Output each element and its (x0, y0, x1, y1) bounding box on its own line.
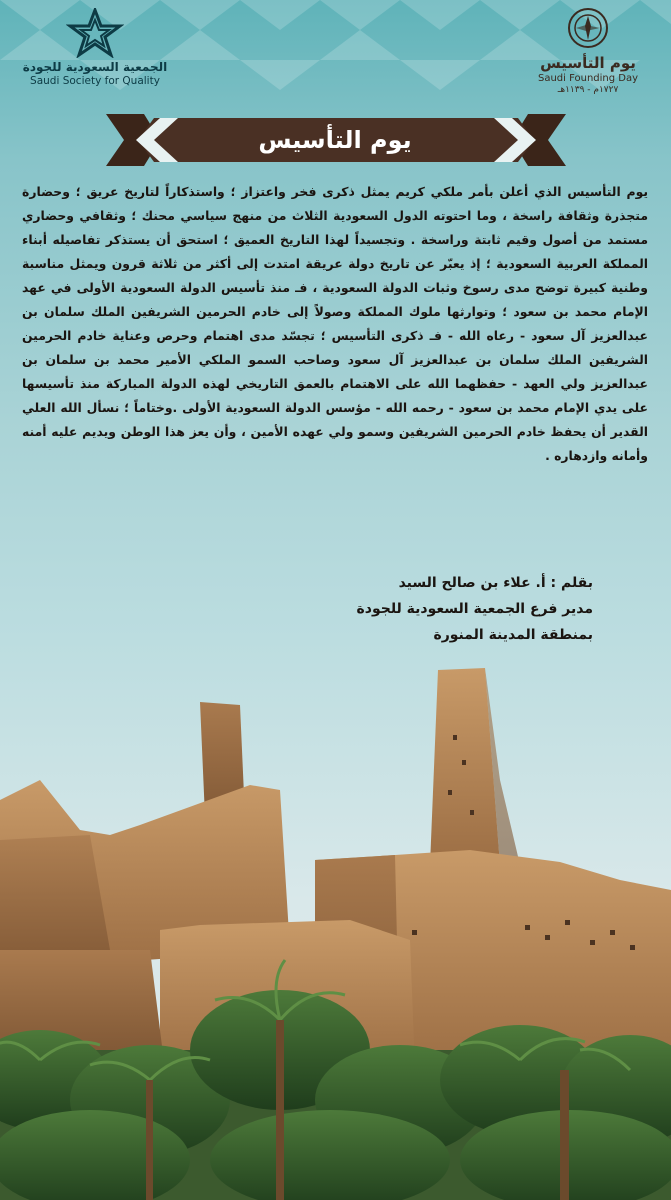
article-body-text: يوم التأسيس الذي أعلن بأمر ملكي كريم يمثل ذكرى فخر واعتزاز ؛ واستذكاراً لتاريخ عريق ؛ وحضارة متجذرة وثقافة راسخة ، وما احتوته الدول السعودية الثلاث من منهج سياسي محنك ؛ وثقافي وحضاري مستمد من أصول وقيم ثابتة وراسخة . وتجسيداً لهذا التاريخ العميق ؛ استحق أن يستذكر تفاصيله أبناء المملكة العربية السعودية ؛ إذ يعبّر عن تاريخ دولة عريقة امتدت إلى أكثر من ثلاثة قرون ويمثل مناسبة وطنية كبيرة توضح مدى رسوخ وثبات الدولة السعودية ، فـ منذ تأسيس الدولة السعودية الأولى في عهد الإمام محمد بن سعود ؛ وتوارثها ملوك المملكة وصولاً إلى خادم الحرمين الشريفين الملك سلمان بن عبدالعزيز آل سعود - رعاه الله - فـ ذكرى التأسيس ؛ تجسّد مدى اهتمام وحرص وعناية خادم الحرمين الشريفين الملك سلمان بن عبدالعزيز آل سعود وصاحب السمو الملكي الأمير محمد بن سلمان بن عبدالعزيز ولي العهد - حفظهما الله على الاهتمام بالعمق التاريخي لهذه الدولة المباركة منذ تأسيسها على يدي الإمام محمد بن سعود - رحمه الله - مؤسس الدولة السعودية الأولى .وختاماً ؛ نسأل الله العلي القدير أن يحفظ خادم الحرمين الشريفين وسمو ولي عهده الأمين ، وأن يعز هذا الوطن ويديم عليه أمنه وأمانه وازدهاره . (22, 184, 648, 463)
page-title: يوم التأسيس (258, 126, 412, 154)
saudi-society-quality-logo (20, 8, 170, 93)
left-logo-arabic-name: الجمعية السعودية للجودة (22, 60, 168, 74)
right-logo-arabic-name: يوم التأسيس (540, 54, 636, 72)
signature-region-line: بمنطقة المدينة المنورة (433, 627, 593, 643)
right-logo-english-name: Saudi Founding Day (537, 73, 639, 84)
diriyah-mud-buildings-illustration (0, 650, 671, 1200)
saudi-founding-day-logo (513, 6, 663, 96)
signature-author-line: بقلم : أ. علاء بن صالح السيد (398, 575, 593, 591)
author-signature (233, 570, 593, 648)
founding-day-emblem-icon (566, 6, 610, 50)
left-logo-english-name: Saudi Society for Quality (30, 75, 160, 87)
right-logo-date: ١٧٢٧م - ١١٣٩هـ (557, 85, 619, 95)
signature-position-line: مدير فرع الجمعية السعودية للجودة (356, 601, 593, 617)
star-logo-icon (66, 8, 124, 58)
